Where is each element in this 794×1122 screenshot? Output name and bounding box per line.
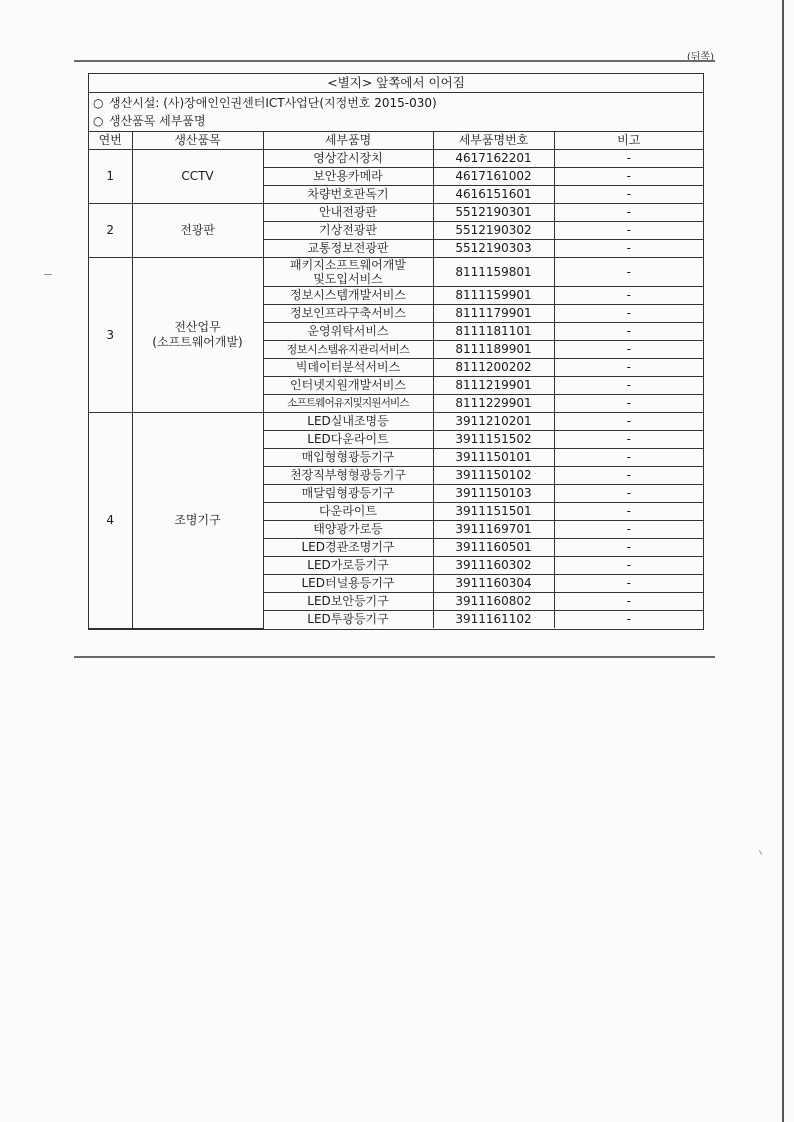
cell-item-name	[263, 593, 433, 611]
cell-note: -	[554, 413, 703, 431]
top-rule	[74, 60, 715, 62]
cell-note: -	[554, 467, 703, 485]
cell-item-code: 3911160302	[433, 557, 554, 575]
table-header-row	[89, 132, 703, 150]
sheet-title: <별지> 앞쪽에서 이어짐	[89, 74, 703, 93]
item-name: 정보인프라구축서비스	[290, 306, 406, 320]
cell-note: -	[554, 449, 703, 467]
cell-note: -	[554, 258, 703, 287]
table-row	[89, 204, 703, 222]
cell-item-name	[263, 431, 433, 449]
cell-category	[132, 258, 263, 413]
cell-item-code: 3911160304	[433, 575, 554, 593]
cell-category	[132, 150, 263, 204]
cell-note: -	[554, 186, 703, 204]
header-no: 연번	[89, 132, 132, 150]
cell-item-code: 5512190302	[433, 222, 554, 240]
cell-item-name	[263, 359, 433, 377]
item-name: 매입형형광등기구	[301, 450, 395, 464]
cell-item-code: 8111179901	[433, 305, 554, 323]
margin-mark	[44, 274, 52, 275]
item-name: 인터넷지원개발서비스	[290, 378, 406, 392]
bullet-circle-icon: ○	[93, 114, 104, 128]
item-name: 빅데이터분석서비스	[295, 360, 401, 374]
cell-no: 1	[89, 150, 132, 204]
cell-item-name	[263, 467, 433, 485]
item-name: 다운라이트	[319, 504, 377, 518]
category-name: CCTV	[181, 169, 214, 183]
table-row	[89, 413, 703, 431]
item-name: 정보시스템개발서비스	[290, 288, 406, 302]
cell-item-code: 3911160501	[433, 539, 554, 557]
category-subname: (소프트웨어개발)	[152, 335, 243, 349]
cell-item-code: 5512190303	[433, 240, 554, 258]
item-name: 소프트웨어유지및지원서비스	[287, 397, 409, 409]
product-items-table	[89, 132, 703, 629]
cell-item-code: 3911151501	[433, 503, 554, 521]
cell-note: -	[554, 287, 703, 305]
cell-item-name	[263, 557, 433, 575]
cell-item-name	[263, 204, 433, 222]
cell-item-name	[263, 521, 433, 539]
cell-item-code: 3911150103	[433, 485, 554, 503]
item-name: 기상전광판	[319, 223, 377, 237]
item-name: 매달림형광등기구	[301, 486, 395, 500]
cell-item-code: 3911169701	[433, 521, 554, 539]
cell-item-name	[263, 341, 433, 359]
cell-item-code: 4617162201	[433, 150, 554, 168]
cell-note: -	[554, 150, 703, 168]
item-name: LED경관조명기구	[301, 540, 395, 554]
cell-note: -	[554, 377, 703, 395]
cell-note: -	[554, 611, 703, 629]
cell-note: -	[554, 503, 703, 521]
bottom-rule	[74, 656, 715, 658]
cell-note: -	[554, 431, 703, 449]
item-name: LED가로등기구	[307, 558, 389, 572]
cell-item-name	[263, 150, 433, 168]
item-name: 보안용카메라	[313, 169, 383, 183]
cell-item-name	[263, 449, 433, 467]
cell-item-name	[263, 240, 433, 258]
category-name: 전광판	[180, 223, 215, 237]
cell-item-code: 4617161002	[433, 168, 554, 186]
cell-note: -	[554, 323, 703, 341]
cell-item-code: 3911160802	[433, 593, 554, 611]
cell-note: -	[554, 539, 703, 557]
item-name: 안내전광판	[319, 205, 377, 219]
item-name: 차량번호판독기	[307, 187, 389, 201]
cell-item-code: 8111159901	[433, 287, 554, 305]
cell-item-name	[263, 258, 433, 287]
item-name: 천장직부형형광등기구	[290, 468, 406, 482]
cell-note: -	[554, 485, 703, 503]
cell-note: -	[554, 395, 703, 413]
bullet-circle-icon: ○	[93, 96, 104, 110]
facility-line	[93, 94, 703, 112]
header-category: 생산품목	[132, 132, 263, 150]
cell-item-code: 3911161102	[433, 611, 554, 629]
item-name: LED보안등기구	[307, 594, 389, 608]
info-block	[89, 93, 703, 132]
cell-item-name	[263, 186, 433, 204]
cell-category	[132, 413, 263, 629]
item-name: LED터널용등기구	[301, 576, 395, 590]
cell-item-code: 3911150102	[433, 467, 554, 485]
cell-item-name	[263, 611, 433, 629]
cell-note: -	[554, 521, 703, 539]
cell-note: -	[554, 240, 703, 258]
cell-note: -	[554, 204, 703, 222]
cell-item-code: 5512190301	[433, 204, 554, 222]
cell-no: 3	[89, 258, 132, 413]
item-name: 교통정보전광판	[307, 241, 389, 255]
cell-item-code: 8111189901	[433, 341, 554, 359]
cell-item-name	[263, 222, 433, 240]
header-item-code: 세부품명번호	[433, 132, 554, 150]
cell-no: 4	[89, 413, 132, 629]
item-name: LED실내조명등	[307, 414, 389, 428]
cell-item-name	[263, 168, 433, 186]
cell-item-name	[263, 323, 433, 341]
item-name: 정보시스템유지관리서비스	[286, 343, 410, 356]
items-heading-line	[93, 112, 703, 130]
cell-note: -	[554, 168, 703, 186]
page-edge	[782, 0, 784, 1122]
cell-item-code: 4616151601	[433, 186, 554, 204]
cell-item-code: 8111229901	[433, 395, 554, 413]
items-heading-text: 생산품목 세부품명	[109, 114, 206, 128]
cell-item-name	[263, 539, 433, 557]
item-name: LED다운라이트	[307, 432, 389, 446]
cell-item-name	[263, 575, 433, 593]
item-name: 영상감시장치	[313, 151, 383, 165]
item-name-line2: 및도입서비스	[313, 272, 383, 286]
item-name: 운영위탁서비스	[307, 324, 389, 338]
cell-item-code: 3911150101	[433, 449, 554, 467]
cell-item-code: 8111200202	[433, 359, 554, 377]
cell-note: -	[554, 575, 703, 593]
header-note: 비고	[554, 132, 703, 150]
page-side-label: (뒤쪽)	[686, 52, 714, 63]
cell-item-name	[263, 305, 433, 323]
header-item-name: 세부품명	[263, 132, 433, 150]
cell-item-code: 8111181101	[433, 323, 554, 341]
cell-note: -	[554, 222, 703, 240]
category-name: 전산업무	[174, 320, 221, 334]
cell-item-code: 8111219901	[433, 377, 554, 395]
attachment-sheet	[88, 73, 704, 630]
category-name: 조명기구	[174, 512, 221, 527]
cell-note: -	[554, 593, 703, 611]
cell-note: -	[554, 359, 703, 377]
item-name: 태양광가로등	[313, 522, 383, 536]
cell-note: -	[554, 557, 703, 575]
cell-item-code: 3911151502	[433, 431, 554, 449]
cell-no: 2	[89, 204, 132, 258]
cell-item-name	[263, 377, 433, 395]
cell-note: -	[554, 341, 703, 359]
scan-speck	[759, 850, 762, 855]
cell-category	[132, 204, 263, 258]
table-row	[89, 150, 703, 168]
cell-item-code: 3911210201	[433, 413, 554, 431]
cell-item-name	[263, 413, 433, 431]
table-row	[89, 258, 703, 287]
cell-item-name	[263, 287, 433, 305]
table-body	[89, 150, 703, 629]
item-name: LED투광등기구	[307, 612, 389, 626]
cell-item-code: 8111159801	[433, 258, 554, 287]
cell-item-name	[263, 485, 433, 503]
cell-item-name	[263, 503, 433, 521]
facility-text: 생산시설: (사)장애인인권센터ICT사업단(지정번호 2015-030)	[109, 96, 437, 110]
item-name: 패키지소프트웨어개발	[290, 258, 406, 272]
cell-note: -	[554, 305, 703, 323]
cell-item-name	[263, 395, 433, 413]
